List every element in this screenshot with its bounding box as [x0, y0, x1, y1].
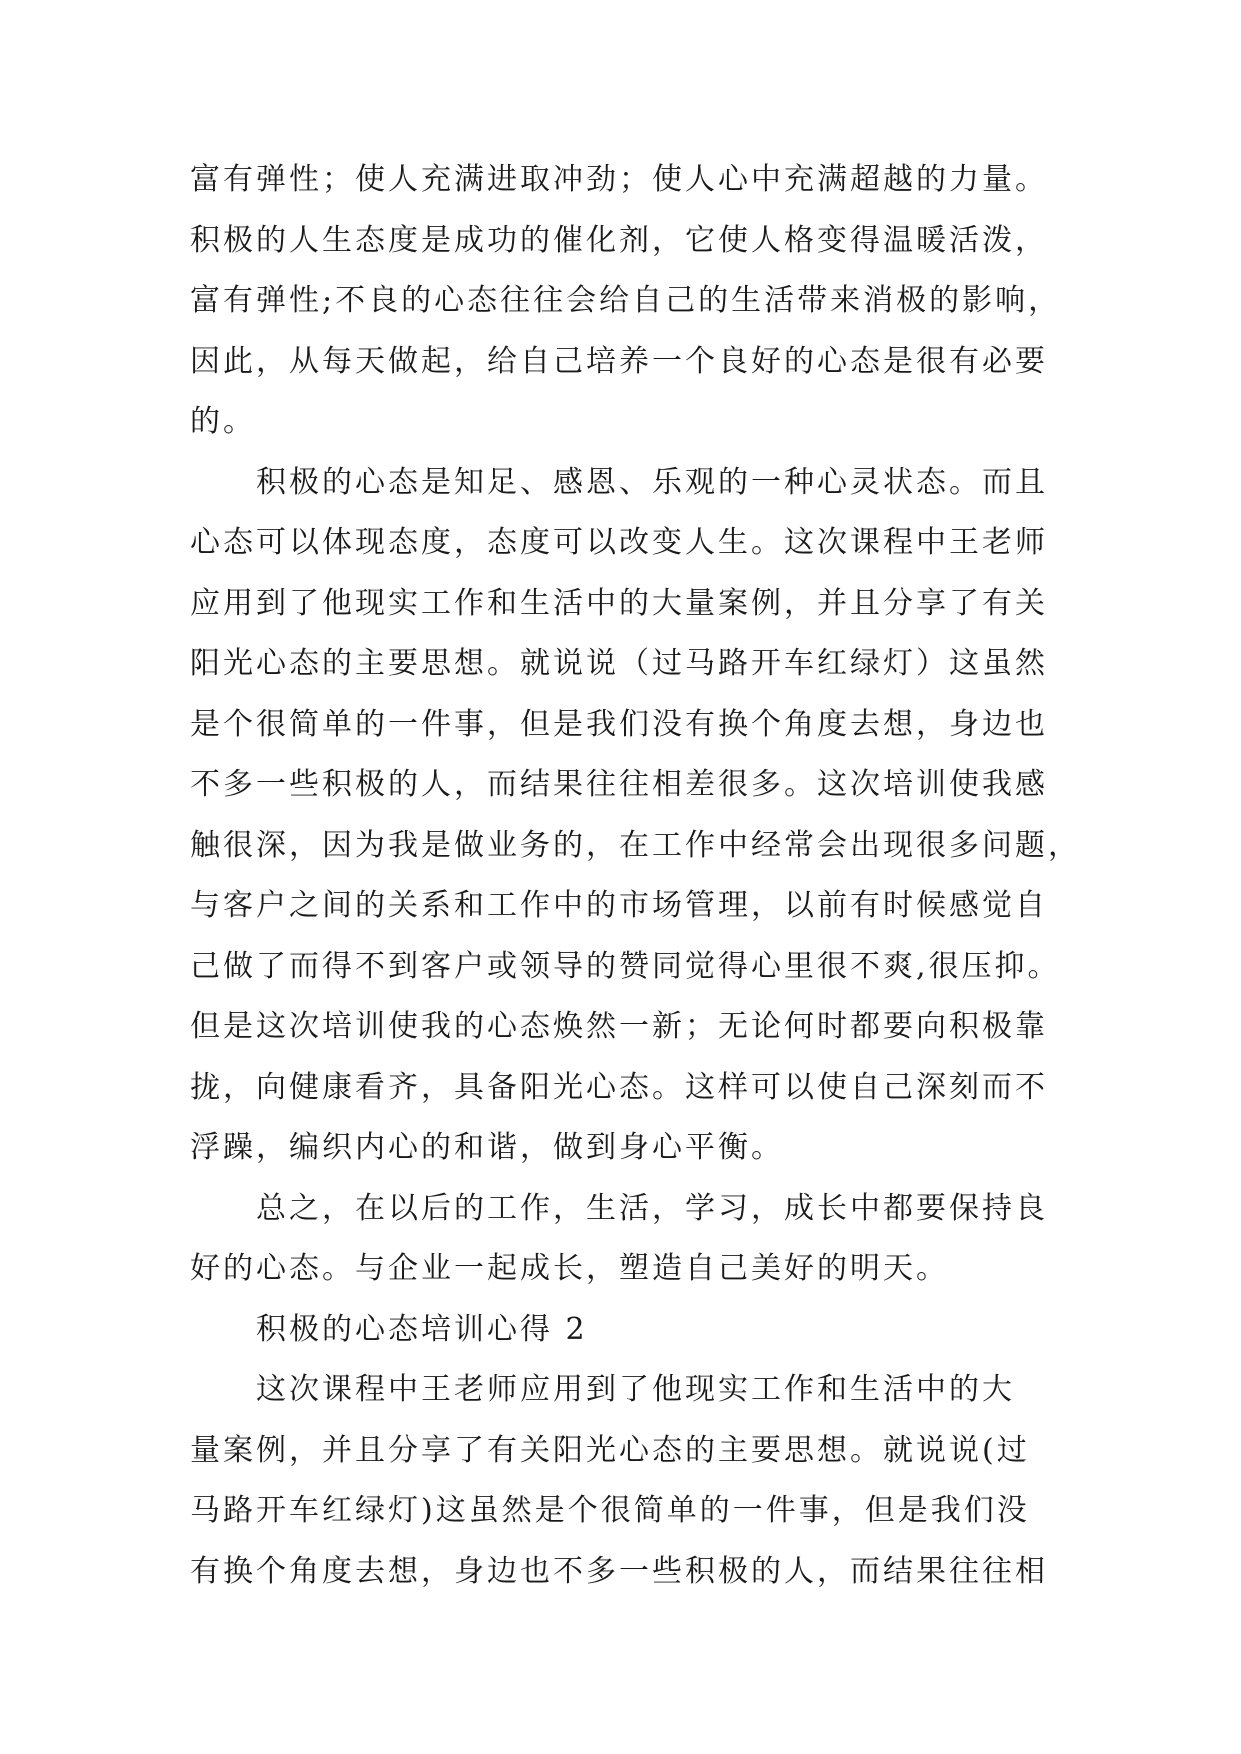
text-line: 拢，向健康看齐，具备阳光心态。这样可以使自己深刻而不 [190, 1069, 1048, 1105]
text-line: 积极的人生态度是成功的催化剂，它使人格变得温暖活泼， [190, 222, 1048, 258]
text-line: 浮躁，编织内心的和谐，做到身心平衡。 [190, 1130, 784, 1165]
paragraph-start-line: 总之，在以后的工作，生活，学习，成长中都要保持良 [256, 1190, 1048, 1226]
text-line: 不多一些积极的人，而结果往往相差很多。这次培训使我感 [190, 767, 1048, 802]
text-line: 是个很简单的一件事，但是我们没有换个角度去想，身边也 [190, 706, 1048, 742]
text-line: 因此，从每天做起，给自己培养一个良好的心态是很有必要 [190, 343, 1048, 379]
text-line: 但是这次培训使我的心态焕然一新；无论何时都要向积极靠 [190, 1009, 1048, 1044]
text-line: 马路开车红绿灯)这虽然是个很简单的一件事，但是我们没 [190, 1493, 1030, 1528]
text-line: 与客户之间的关系和工作中的市场管理，以前有时候感觉自 [190, 888, 1048, 923]
section-heading: 积极的心态培训心得 2 [256, 1311, 588, 1347]
text-line: 富有弹性；使人充满进取冲劲；使人心中充满超越的力量。 [190, 162, 1048, 197]
text-line: 富有弹性;不良的心态往往会给自己的生活带来消极的影响， [190, 283, 1062, 318]
paragraph-start-line: 这次课程中王老师应用到了他现实工作和生活中的大 [256, 1372, 1015, 1407]
text-line: 好的心态。与企业一起成长，塑造自己美好的明天。 [190, 1251, 949, 1286]
text-line: 有换个角度去想，身边也不多一些积极的人，而结果往往相 [190, 1553, 1048, 1589]
text-line: 心态可以体现态度，态度可以改变人生。这次课程中王老师 [190, 525, 1048, 560]
paragraph-start-line: 积极的心态是知足、感恩、乐观的一种心灵状态。而且 [256, 464, 1048, 500]
text-line: 量案例，并且分享了有关阳光心态的主要思想。就说说(过 [190, 1432, 1030, 1468]
text-line: 己做了而得不到客户或领导的赞同觉得心里很不爽,很压抑。 [190, 948, 1061, 984]
text-line: 应用到了他现实工作和生活中的大量案例，并且分享了有关 [190, 585, 1048, 621]
document-body [190, 150, 1090, 1602]
text-line: 阳光心态的主要思想。就说说（过马路开车红绿灯）这虽然 [190, 646, 1048, 681]
text-line: 触很深，因为我是做业务的，在工作中经常会出现很多问题， [190, 827, 1081, 863]
text-line: 的。 [190, 404, 256, 439]
